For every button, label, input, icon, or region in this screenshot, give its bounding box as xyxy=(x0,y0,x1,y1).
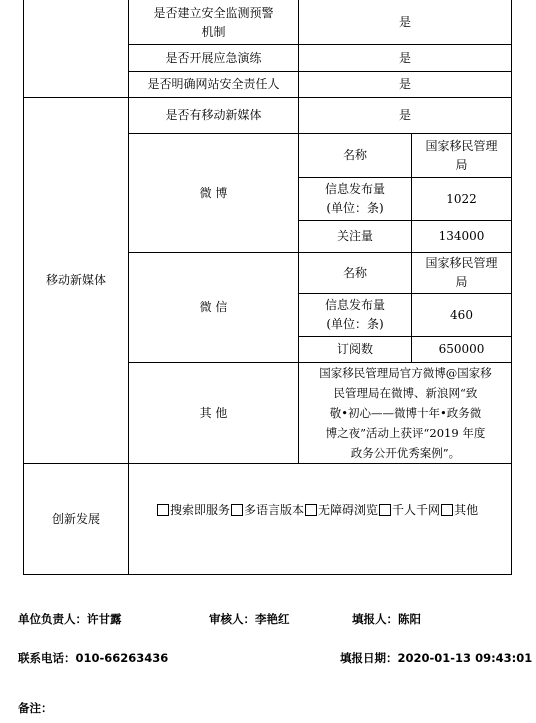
option-search-service: 搜索即服务 xyxy=(170,502,231,517)
footer-reviewer: 审核人：李艳红 xyxy=(209,612,290,626)
wechat-reads-label: 订阅数 xyxy=(336,342,373,356)
table-border-right xyxy=(511,0,512,575)
weibo-posts-value: 1022 xyxy=(446,191,477,206)
innovation-label: 创新发展 xyxy=(51,511,100,526)
has-mobile-answer: 是 xyxy=(398,108,411,122)
weibo-followers-label: 关注量 xyxy=(336,229,373,243)
checkbox-other[interactable] xyxy=(441,504,453,516)
checkbox-accessibility[interactable] xyxy=(305,504,317,516)
footer-note: 备注： xyxy=(18,701,53,715)
weibo-posts-label: 信息发布量 (单位：条) xyxy=(324,182,385,215)
checkbox-search-service[interactable] xyxy=(157,504,169,516)
weibo-name-value: 国家移民管理 局 xyxy=(425,138,498,172)
weibo-followers-value: 134000 xyxy=(438,229,485,243)
wechat-posts-label: 信息发布量 (单位：条) xyxy=(324,298,385,331)
wechat-posts-value: 460 xyxy=(450,307,473,322)
footer-date: 填报日期：2020-01-13 09:43:01 xyxy=(340,651,533,665)
row-responsible-answer: 是 xyxy=(398,77,411,91)
other-description: 国家移民管理局官方微博@国家移 民管理局在微博、新浪网“致 敬•初心——微博十年•政务微 博之夜”活动上获评“2019 年度 政务公开优秀案例”。 xyxy=(319,366,492,460)
wechat-name-label: 名称 xyxy=(342,265,367,280)
mobile-media-label: 移动新媒体 xyxy=(45,273,106,287)
footer-phone: 联系电话：010-66263436 xyxy=(18,651,169,665)
table-border-bottom xyxy=(23,574,512,575)
wechat-label: 微 信 xyxy=(199,300,228,314)
weibo-label: 微 博 xyxy=(199,185,228,200)
wechat-name-value: 国家移民管理 局 xyxy=(425,256,498,289)
row-safety-monitor-answer: 是 xyxy=(398,14,411,29)
checkbox-personalized[interactable] xyxy=(379,504,391,516)
option-personalized: 千人千网 xyxy=(392,502,441,517)
option-multilanguage: 多语言版本 xyxy=(244,502,305,517)
checkbox-multilanguage[interactable] xyxy=(231,504,243,516)
other-label: 其 他 xyxy=(199,405,228,420)
weibo-name-label: 名称 xyxy=(342,148,367,162)
footer-owner: 单位负责人：许甘露 xyxy=(18,612,122,626)
footer-filler: 填报人：陈阳 xyxy=(352,612,421,626)
option-other: 其他 xyxy=(454,502,479,517)
row-drill-answer: 是 xyxy=(398,50,411,65)
wechat-reads-value: 650000 xyxy=(438,342,485,356)
row-responsible-question: 是否明确网站安全责任人 xyxy=(147,77,280,91)
row-safety-monitor-question: 是否建立安全监测预警 机制 xyxy=(153,6,274,39)
has-mobile-question: 是否有移动新媒体 xyxy=(165,108,262,122)
row-drill-question: 是否开展应急演练 xyxy=(165,50,262,65)
option-accessibility: 无障碍浏览 xyxy=(318,502,379,517)
innovation-options xyxy=(129,464,511,556)
